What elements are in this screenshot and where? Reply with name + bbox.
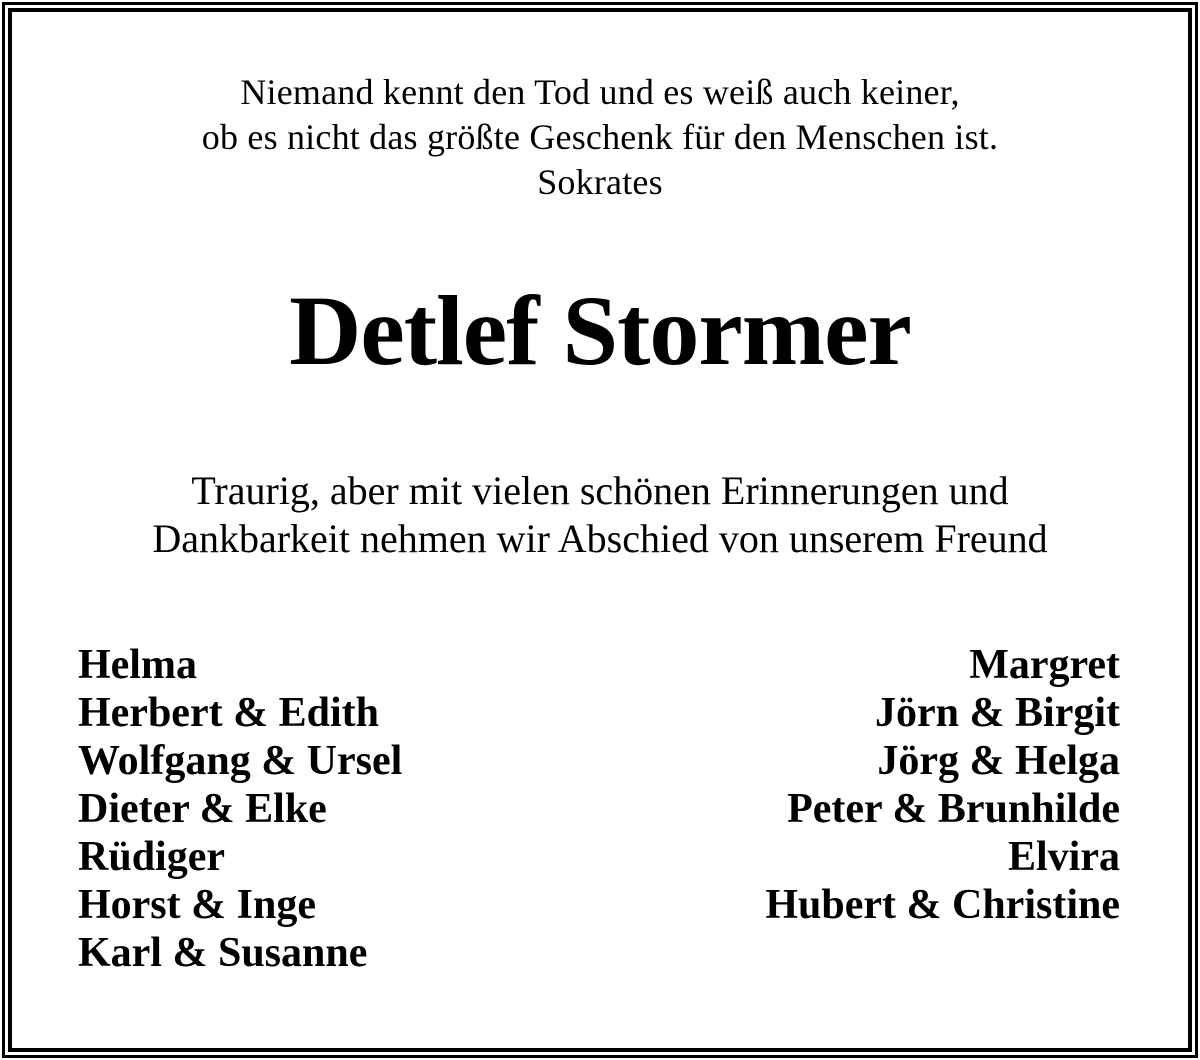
- mourners-left-column: [78, 641, 402, 977]
- condolence-message-line-2: Dankbarkeit nehmen wir Abschied von unserem Freund: [152, 516, 1048, 561]
- mourner-name: Margret: [969, 642, 1120, 688]
- mourner-name: Elvira: [1008, 834, 1120, 880]
- mourner-name: Jörg & Helga: [877, 738, 1120, 784]
- mourner-name: Herbert & Edith: [78, 690, 379, 736]
- mourner-name: Rüdiger: [78, 834, 225, 880]
- mourner-name: Peter & Brunhilde: [787, 786, 1120, 832]
- condolence-message: [12, 467, 1188, 563]
- mourner-name: Horst & Inge: [78, 882, 316, 928]
- quote-line-2: ob es nicht das größte Geschenk für den Menschen ist.: [201, 117, 999, 157]
- mourner-name: Wolfgang & Ursel: [78, 738, 403, 784]
- mourners-right-column: [765, 641, 1120, 977]
- quote-attribution: Sokrates: [537, 162, 663, 202]
- quote-line-1: Niemand kennt den Tod und es weiß auch keiner,: [240, 72, 960, 112]
- deceased-name: Detlef Stormer: [289, 275, 911, 386]
- mourner-name: Dieter & Elke: [78, 786, 327, 832]
- mourner-name: Hubert & Christine: [765, 882, 1120, 928]
- mourner-name: Jörn & Birgit: [875, 690, 1120, 736]
- mourners-section: [12, 641, 1188, 977]
- mourner-name: Helma: [78, 642, 197, 688]
- condolence-message-line-1: Traurig, aber mit vielen schönen Erinnerungen und: [191, 468, 1009, 513]
- obituary-notice: [12, 12, 1188, 1048]
- quote-block: [12, 70, 1188, 205]
- mourner-name: Karl & Susanne: [78, 930, 368, 976]
